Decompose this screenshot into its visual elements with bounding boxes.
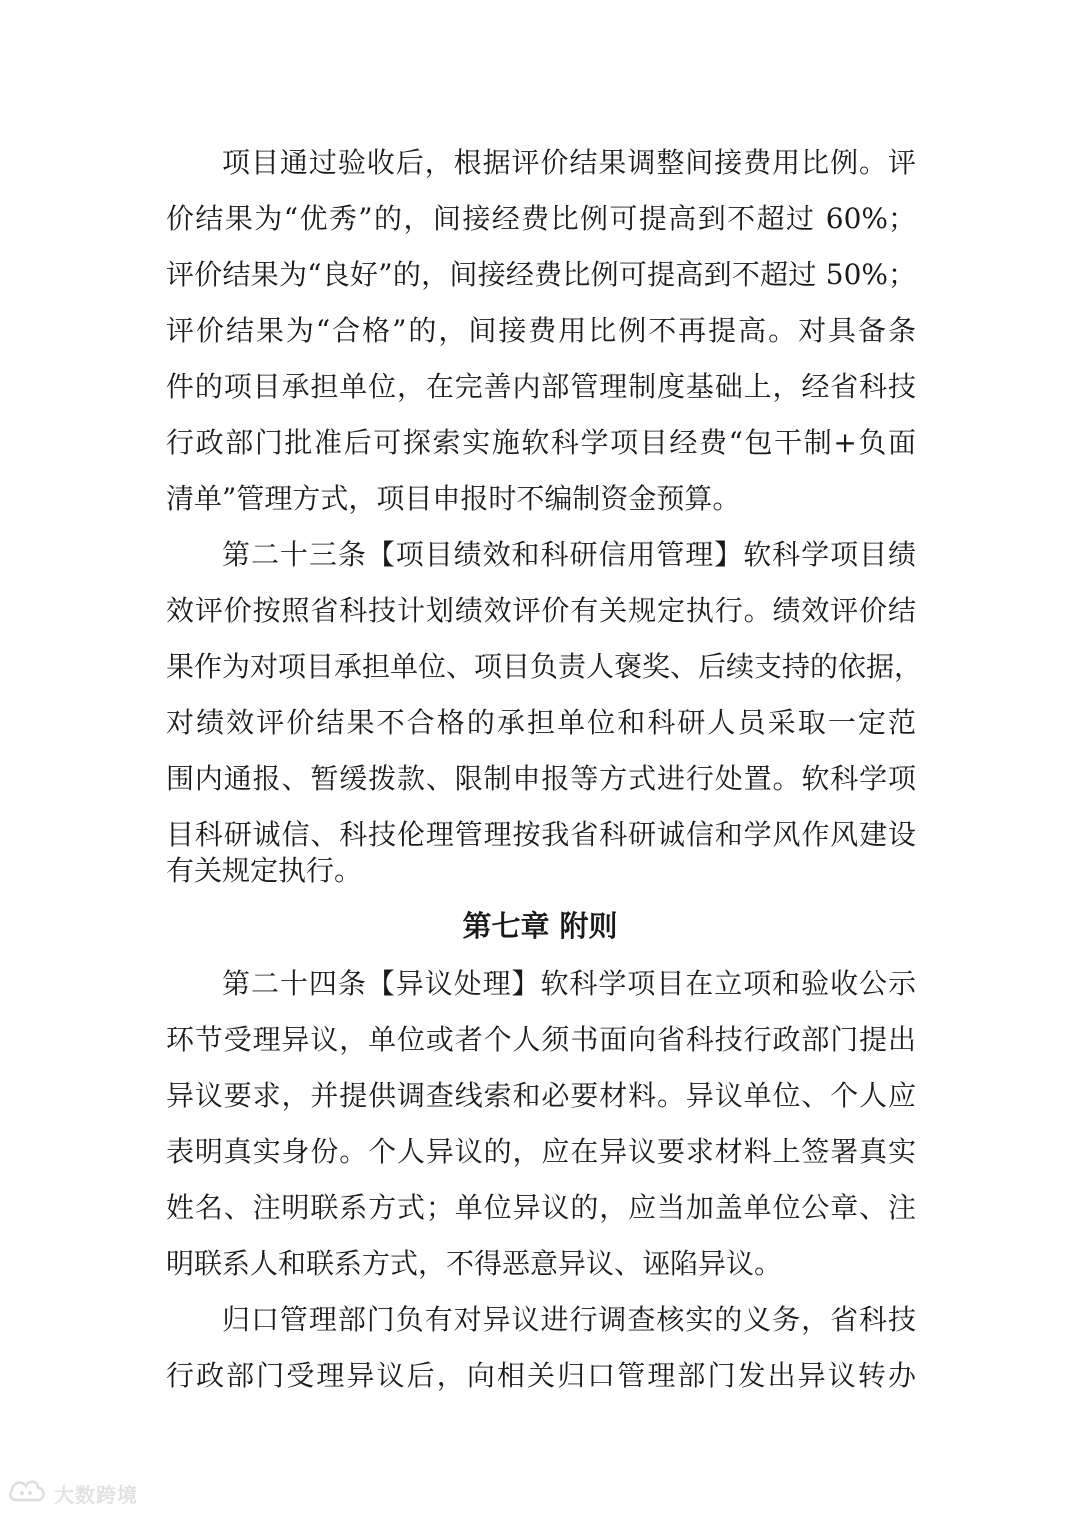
p2-line-3: 果作为对项目承担单位、项目负责人褒奖、后续支持的依据， bbox=[166, 650, 923, 683]
p1-line-3: 评价结果为“良好”的，间接经费比例可提高到不超过 50%； bbox=[166, 258, 916, 291]
p4-line-1: 归口管理部门负有对异议进行调查核实的义务，省科技 bbox=[222, 1303, 916, 1336]
chapter-heading: 第七章 附则 bbox=[462, 909, 618, 943]
p2-line-5: 围内通报、暂缓拨款、限制申报等方式进行处置。软科学项 bbox=[166, 762, 916, 795]
p1-line-2: 价结果为“优秀”的，间接经费比例可提高到不超过 60%； bbox=[166, 202, 916, 235]
p2-line-6: 目科研诚信、科技伦理管理按我省科研诚信和学风作风建设 bbox=[166, 818, 916, 851]
p1-line-7: 清单”管理方式，项目申报时不编制资金预算。 bbox=[166, 482, 741, 515]
p1-line-5: 件的项目承担单位，在完善内部管理制度基础上，经省科技 bbox=[166, 370, 916, 403]
brand-logo-icon bbox=[8, 1476, 48, 1510]
p3-line-3: 异议要求，并提供调查线索和必要材料。异议单位、个人应 bbox=[166, 1079, 916, 1112]
p2-line-7: 有关规定执行。 bbox=[166, 854, 363, 887]
p1-line-6: 行政部门批准后可探索实施软科学项目经费“包干制+负面 bbox=[166, 426, 916, 459]
p2-line-1: 第二十三条【项目绩效和科研信用管理】软科学项目绩 bbox=[222, 538, 916, 571]
p3-line-2: 环节受理异议，单位或者个人须书面向省科技行政部门提出 bbox=[166, 1023, 916, 1056]
p1-line-1: 项目通过验收后，根据评价结果调整间接费用比例。评 bbox=[222, 146, 916, 179]
p3-line-4: 表明真实身份。个人异议的，应在异议要求材料上签署真实 bbox=[166, 1135, 916, 1168]
p1-line-4: 评价结果为“合格”的，间接费用比例不再提高。对具备条 bbox=[166, 314, 916, 347]
p4-line-2: 行政部门受理异议后，向相关归口管理部门发出异议转办 bbox=[166, 1359, 916, 1392]
p3-line-1: 第二十四条【异议处理】软科学项目在立项和验收公示 bbox=[222, 967, 916, 1000]
watermark bbox=[8, 1476, 138, 1510]
p3-line-5: 姓名、注明联系方式；单位异议的，应当加盖单位公章、注 bbox=[166, 1191, 916, 1224]
p2-line-2: 效评价按照省科技计划绩效评价有关规定执行。绩效评价结 bbox=[166, 594, 916, 627]
watermark-text: 大数跨境 bbox=[54, 1482, 138, 1507]
p3-line-6: 明联系人和联系方式，不得恶意异议、诬陷异议。 bbox=[166, 1247, 783, 1280]
p2-line-4: 对绩效评价结果不合格的承担单位和科研人员采取一定范 bbox=[166, 706, 916, 739]
